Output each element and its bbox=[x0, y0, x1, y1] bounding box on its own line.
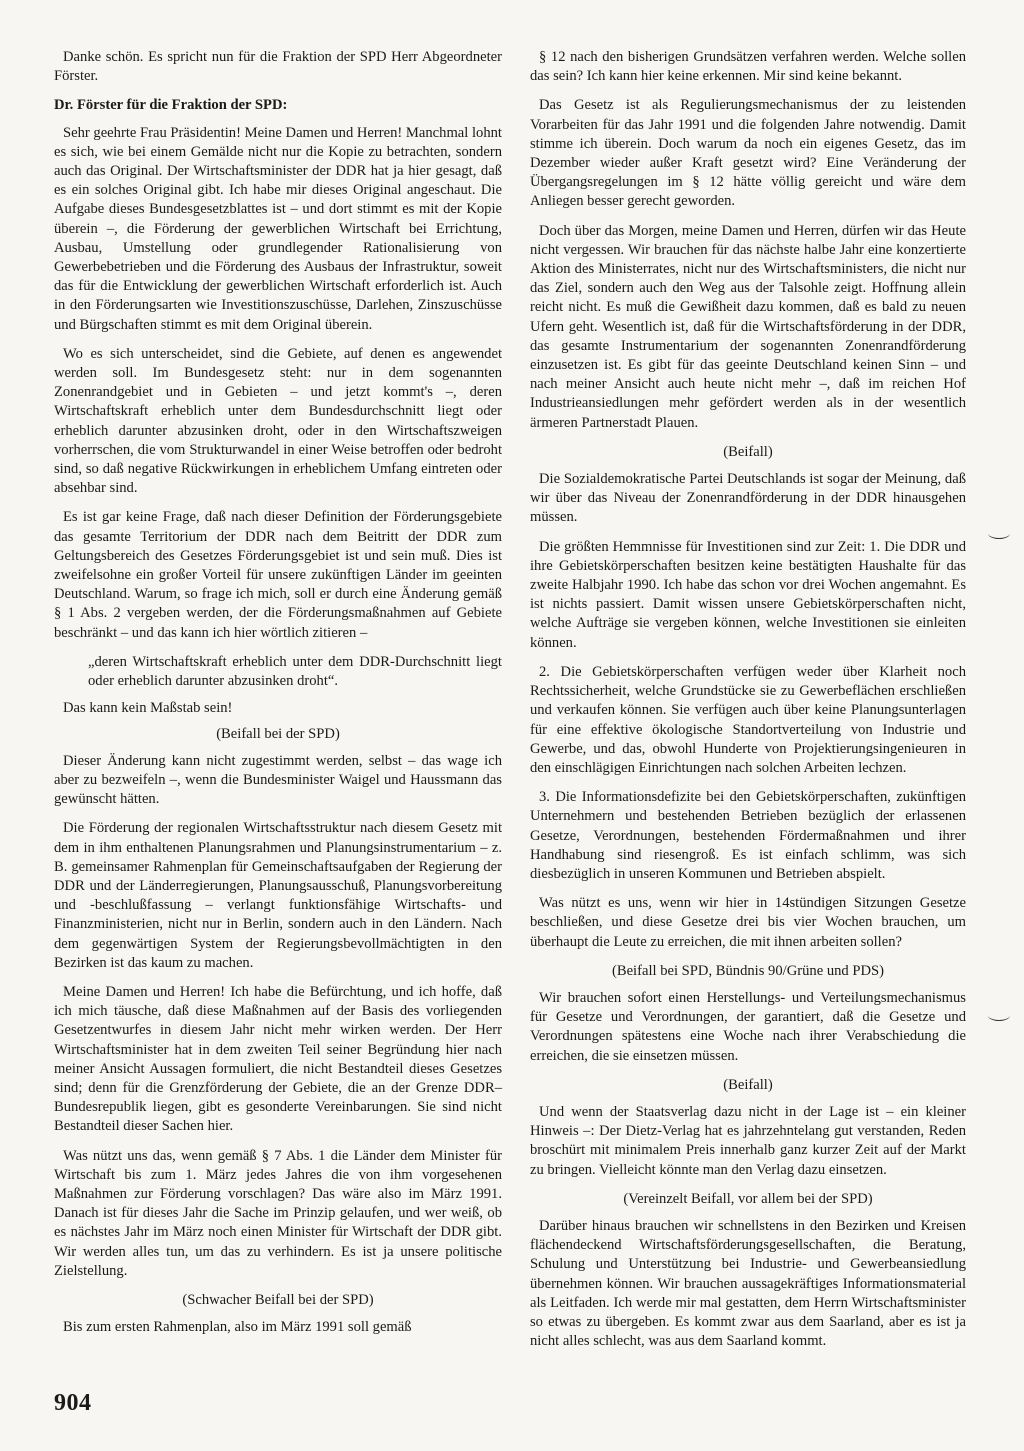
paragraph: Sehr geehrte Frau Präsidentin! Meine Damen und Herren! Manchmal lohnt es sich, wie bei einem Gemälde nicht nur die Kopie zu betrachten, sondern auch das Original. Der Wirtschaftsminister der DDR hat ja hier gesagt, daß es ein solches Original gibt. Ich habe mir dieses Original angeschaut. Die Aufgabe dieses Bundesgesetzblattes ist – und dort stimmt es mit der Kopie überein –, die Förderung der gewerblichen Wirtschaft bei Errichtung, Ausbau, Umstellung oder grundlegender Rationalisierung von Gewerbebetrieben und die Förderung des Ausbaus der Infrastruktur, soweit das für die Entwicklung der gewerblichen Wirtschaft erforderlich ist. Auch in den Förderungsarten wie Investitionszuschüsse, Darlehen, Zinszuschüsse und Bürgschaften stimmt es mit dem Original überein. bbox=[54, 124, 502, 333]
paragraph: § 12 nach den bisherigen Grundsätzen verfahren werden. Welche sollen das sein? Ich kann hier keine erkennen. Mir sind keine bekannt. bbox=[530, 49, 966, 85]
paragraph: Das Gesetz ist als Regulierungsmechanismus der zu leistenden Vorarbeiten für das Jahr 1991 und die folgenden Jahre notwendig. Damit stimme ich überein. Doch warum da noch ein eigenes Gesetz, das im Dezember wieder außer Kraft gesetzt wird? Eine Veränderung der Übergangsregelungen im § 12 hätte völlig gereicht und wäre dem Anliegen besser gerecht geworden. bbox=[530, 97, 966, 210]
quotation: „deren Wirtschaftskraft erheblich unter dem DDR-Durchschnitt liegt oder erheblich darunter abzusinken droht“. bbox=[88, 653, 502, 690]
margin-mark bbox=[988, 528, 1010, 539]
left-column bbox=[54, 48, 502, 1347]
paragraph: 3. Die Informationsdefizite bei den Gebietskörperschaften, zukünftigen Unternehmern und bestehenden Betrieben bezüglich der erlassenen Gesetze, Verordnungen, bestehenden Fördermaßnahmen und ihrer Handhabung sind riesengroß. Es ist einfach schlimm, was sich diesbezüglich in unseren Kommunen und Betrieben abspielt. bbox=[530, 789, 966, 882]
paragraph: Was nützt uns das, wenn gemäß § 7 Abs. 1 die Länder dem Minister für Wirtschaft bis zum 1. März jedes Jahres die von ihm vorgesehenen Maßnahmen zur Förderung vorschlagen? Das wäre also im März 1991. Danach ist für dieses Jahr die Sache im Prinzip gelaufen, und wer weiß, ob es nächstes Jahr im März noch einen Minister für Wirtschaft der DDR gibt. Wir werden alles tun, um das zu verhindern. Es ist ja unsere politische Zielstellung. bbox=[54, 1147, 502, 1279]
paragraph: Meine Damen und Herren! Ich habe die Befürchtung, und ich hoffe, daß ich mich täusche, daß diese Maßnahmen auf der Basis des vorliegenden Gesetzentwurfes in diesem Jahr nicht mehr wirken werden. Der Herr Wirtschaftsminister hat in dem zweiten Teil seiner Begründung hier nach meiner Ansicht Aussagen formuliert, die nicht Bestandteil dieses Gesetzes sind; denn für die Grenzförderung der Gebiete, die an der Grenze DDR–Bundesrepublik liegen, gibt es gesonderte Vereinbarungen. Sie sind nicht Bestandteil dieser Sachen hier. bbox=[54, 983, 502, 1135]
paragraph: Die Sozialdemokratische Partei Deutschlands ist sogar der Meinung, daß wir über das Niveau der Zonenrandförderung in der DDR hinausgehen müssen. bbox=[530, 471, 966, 526]
paragraph: Dieser Änderung kann nicht zugestimmt werden, selbst – das wage ich aber zu bezweifeln –, wenn die Bundesminister Waigel und Haussmann das gewünscht hätten. bbox=[54, 752, 502, 808]
paragraph: Wir brauchen sofort einen Herstellungs- und Verteilungsmechanismus für Gesetze und Verordnungen, der garantiert, daß die Gesetze und Verordnungen spätestens eine Woche nach ihrer Verabschiedung die erreichen, die sie einsetzen müssen. bbox=[530, 989, 966, 1064]
paragraph: Bis zum ersten Rahmenplan, also im März 1991 soll gemäß bbox=[63, 1319, 412, 1336]
paragraph: Und wenn der Staatsverlag dazu nicht in der Lage ist – ein kleiner Hinweis –: Der Dietz-Verlag hat es jahrzehntelang gut verstanden, Reden broschürt mit minimalem Preis innerhalb ganz kurzer Zeit auf der Markt zu bringen. Vielleicht könnte man den Verlag dazu einsetzen. bbox=[530, 1103, 966, 1178]
applause-note: (Beifall) bbox=[723, 1076, 773, 1093]
paragraph: Wo es sich unterscheidet, sind die Gebiete, auf denen es angewendet werden soll. Im Bundesgesetz steht: nur in dem sogenannten Zonenrandgebiet und in Gebieten – und jetzt kommt's –, deren Wirtschaftskraft erheblich unter dem Bundesdurchschnitt liegt oder erheblich darunter abzusinken droht, oder in den Wirtschaftszweigen vorherrschen, die vom Strukturwandel in einer Weise betroffen oder bedroht sind, so daß negative Rückwirkungen in erheblichem Umfang eintreten oder absehbar sind. bbox=[54, 345, 502, 497]
page-number: 904 bbox=[54, 1390, 92, 1416]
right-column bbox=[530, 48, 966, 1361]
paragraph: Was nützt es uns, wenn wir hier in 14stündigen Sitzungen Gesetze beschließen, und diese Gesetze drei bis vier Wochen brauchen, um überhaupt die Leute zu erreichen, die mit ihnen arbeiten sollen? bbox=[530, 895, 966, 950]
speaker-heading: Dr. Förster für die Fraktion der SPD: bbox=[54, 97, 288, 114]
margin-mark bbox=[988, 1010, 1010, 1021]
paragraph: 2. Die Gebietskörperschaften verfügen weder über Klarheit noch Rechtssicherheit, welche Grundstücke sie zu Gewerbeflächen erschließen und verkaufen können. Sie verfügen auch über keine Planungsunterlagen für eine effektive ökologische Standortverteilung von Industrie und Gewerbe, und das, obwohl Hunderte von Projektierungsingenieuren in den einschlägigen Einrichtungen nach solchen Arbeiten lechzen. bbox=[530, 663, 966, 776]
paragraph: Darüber hinaus brauchen wir schnellstens in den Bezirken und Kreisen flächendeckend Wirtschaftsförderungsgesellschaften, die Beratung, Schulung und Unterstützung bei Industrie- und Gewerbeansiedlung übernehmen können. Wir brauchen aussagekräftiges Informationsmaterial als Leitfaden. Ich werde mir mal gestatten, dem Herrn Wirtschaftsminister so etwas zu übergeben. Es kommt zwar aus dem Saarland, aber es ist ja nicht alles schlecht, was aus dem Saarland kommt. bbox=[530, 1217, 966, 1350]
paragraph: Doch über das Morgen, meine Damen und Herren, dürfen wir das Heute nicht vergessen. Wir brauchen für das nächste halbe Jahr eine konzertierte Aktion des Ministerrates, nicht nur des Wirtschaftsministers, die nicht nur das Ziel, sondern auch den Weg aus der Talsohle zeigt. Hoffnung allein reicht nicht. Es muß die Gewißheit dazu kommen, daß es bald zu neuen Ufern geht. Wesentlich ist, daß für die Wirtschaftsförderung in der DDR, das gesamte Instrumentarium der sogenannten Zonenrandförderung einzusetzen ist. Es gibt für das geeinte Deutschland keinen Sinn – und nach meiner Ansicht auch heute nicht mehr –, daß im reichen Hof Industrieansiedlungen mehr gefördert werden als in der wesentlich ärmeren Partnerstadt Plauen. bbox=[530, 222, 966, 431]
applause-note: (Schwacher Beifall bei der SPD) bbox=[182, 1291, 374, 1308]
paragraph: Die größten Hemmnisse für Investitionen sind zur Zeit: 1. Die DDR und ihre Gebietskörperschaften besitzen keine bestätigten Haushalte für das zweite Halbjahr 1990. Ich habe das schon vor drei Wochen angemahnt. Es ist nichts passiert. Damit wissen unsere Gebietskörperschaften nicht, welche Aufträge sie vergeben können, welche Investitionen sie einleiten können. bbox=[530, 538, 966, 651]
paragraph: Das kann kein Maßstab sein! bbox=[63, 700, 233, 717]
paragraph: Es ist gar keine Frage, daß nach dieser Definition der Förderungsgebiete das gesamte Territorium der DDR nach dem Beitritt der DDR zum Geltungsbereich des Gesetzes Förderungsgebiet ist und sein muß. Dies ist zweifelsohne ein großer Vorteil für unsere zukünftigen Länder im geeinten Deutschland. Warum, so frage ich mich, soll er durch eine Änderung gemäß § 1 Abs. 2 vergeben werden, der die Förderungsmaßnahmen auf Gebiete beschränkt – und das kann ich hier wörtlich zitieren – bbox=[54, 509, 502, 641]
applause-note: (Vereinzelt Beifall, vor allem bei der SPD) bbox=[623, 1190, 873, 1207]
applause-note: (Beifall bei SPD, Bündnis 90/Grüne und PDS) bbox=[611, 962, 884, 979]
paragraph: Danke schön. Es spricht nun für die Fraktion der SPD Herr Abgeordneter Förster. bbox=[54, 49, 502, 85]
applause-note: (Beifall bei der SPD) bbox=[216, 725, 340, 742]
paragraph: Die Förderung der regionalen Wirtschaftsstruktur nach diesem Gesetz mit dem in ihm enthaltenen Planungsrahmen und Planungsinstrumentarium – z. B. gemeinsamer Rahmenplan für Gemeinschaftsaufgaben der Regierung der DDR und der Länderregierungen, Planungsausschuß, Planungsvorbereitung und -beschlußfassung – verlangt funktionsfähige Wirtschafts- und Finanzministerien, nicht nur in Berlin, sondern auch in den Ländern. Nach dem gegenwärtigen System der Regierungsbevollmächtigten in den Bezirken ist das kaum zu machen. bbox=[54, 820, 502, 971]
applause-note: (Beifall) bbox=[723, 443, 773, 460]
